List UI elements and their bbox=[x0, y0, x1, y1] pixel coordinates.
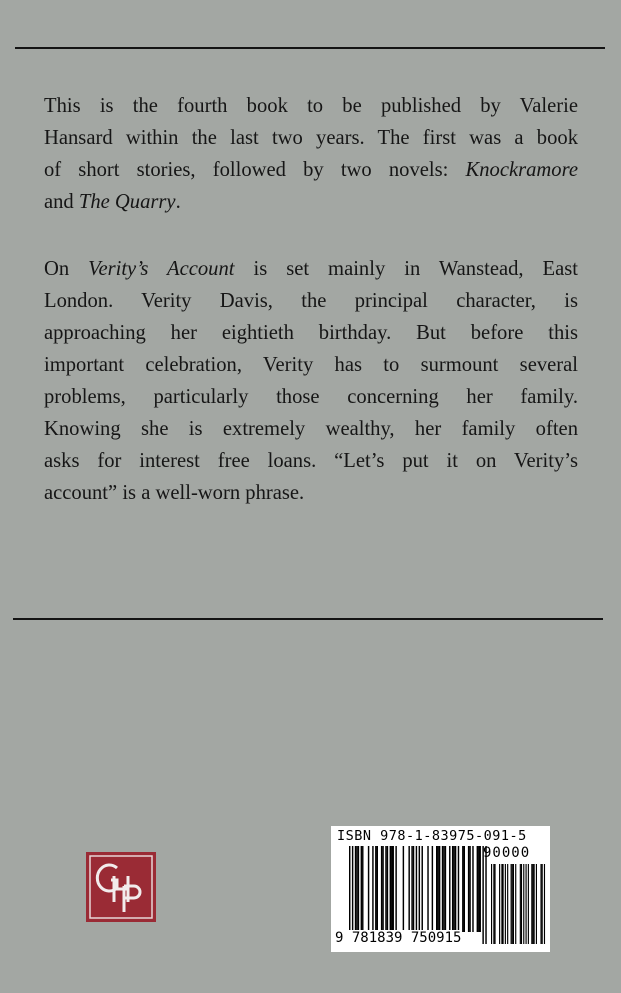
barcode-bar bbox=[462, 846, 463, 932]
barcode-bar bbox=[381, 846, 382, 932]
barcode-bar bbox=[361, 846, 362, 932]
barcode-bar bbox=[437, 846, 438, 932]
addon-bar bbox=[494, 864, 495, 944]
addon-bar bbox=[511, 864, 512, 944]
blurb-line bbox=[44, 90, 578, 122]
barcode-bar bbox=[478, 846, 479, 932]
barcode-bar bbox=[449, 846, 450, 932]
barcode-bar bbox=[356, 846, 357, 932]
barcode-bar bbox=[442, 846, 443, 932]
blurb-line bbox=[44, 477, 578, 509]
barcode-bar bbox=[413, 846, 414, 932]
barcode-bar bbox=[391, 846, 392, 932]
addon-bar bbox=[499, 864, 500, 944]
blurb-line bbox=[44, 253, 578, 285]
publisher-logo bbox=[86, 852, 156, 922]
text-segment: asks for interest free loans. “Let’s put it on Verity’s bbox=[44, 450, 578, 472]
isbn-label: ISBN 978-1-83975-091-5 bbox=[337, 828, 527, 844]
barcode-bar bbox=[452, 846, 453, 932]
barcode-bar bbox=[464, 846, 465, 932]
barcode-bar bbox=[372, 846, 373, 932]
barcode-bar bbox=[458, 846, 459, 932]
addon-bar bbox=[503, 864, 504, 944]
addon-bar bbox=[491, 864, 492, 944]
blurb-line bbox=[44, 285, 578, 317]
addon-bar bbox=[513, 864, 514, 944]
barcode-bar bbox=[443, 846, 444, 932]
text-segment: of short stories, followed by two novels: bbox=[44, 159, 466, 181]
blurb-line bbox=[44, 317, 578, 349]
publisher-logo-monogram-icon bbox=[86, 852, 156, 922]
barcode-bar bbox=[472, 846, 473, 932]
barcode-bar bbox=[408, 846, 409, 932]
addon-bar bbox=[521, 864, 522, 944]
text-segment: On bbox=[44, 258, 89, 280]
addon-number: 90000 bbox=[483, 845, 531, 861]
blurb-line bbox=[44, 349, 578, 381]
barcode-bar bbox=[439, 846, 440, 932]
blurb-line bbox=[44, 122, 578, 154]
barcode-bar bbox=[355, 846, 356, 932]
addon-bar bbox=[534, 864, 535, 944]
text-segment: This is the fourth book to be published by Valerie bbox=[44, 95, 578, 117]
barcode-bar bbox=[375, 846, 376, 932]
addon-bar bbox=[526, 864, 527, 944]
barcode-bar bbox=[436, 846, 437, 932]
barcode-bar bbox=[362, 846, 363, 932]
bottom-rule bbox=[13, 618, 603, 620]
addon-bar bbox=[532, 864, 533, 944]
text-segment: London. Verity Davis, the principal character, is bbox=[44, 290, 578, 312]
text-segment: Knowing she is extremely wealthy, her family often bbox=[44, 418, 578, 440]
barcode-bar bbox=[368, 846, 369, 932]
addon-bar bbox=[515, 864, 516, 944]
addon-bar bbox=[520, 864, 521, 944]
addon-bar bbox=[512, 864, 513, 944]
addon-bar bbox=[493, 864, 494, 944]
book-title: Knockramore bbox=[465, 159, 578, 181]
text-segment: is set mainly in Wanstead, East bbox=[234, 258, 578, 280]
blurb-line bbox=[44, 186, 578, 218]
barcode-bar bbox=[445, 846, 446, 932]
blurb-line bbox=[44, 381, 578, 413]
isbn-barcode bbox=[331, 826, 550, 952]
barcode-bar bbox=[377, 846, 378, 932]
text-segment: approaching her eightieth birthday. But before this bbox=[44, 322, 578, 344]
addon-bar bbox=[542, 864, 543, 944]
barcode-bar bbox=[480, 846, 481, 932]
addon-bar bbox=[523, 864, 524, 944]
barcode-bar bbox=[427, 846, 428, 932]
barcode-bar bbox=[477, 846, 478, 932]
addon-bar bbox=[505, 864, 506, 944]
barcode-bar bbox=[390, 846, 391, 932]
text-segment: Hansard within the last two years. The first was a book bbox=[44, 127, 578, 149]
barcode-bar bbox=[422, 846, 423, 932]
text-segment: important celebration, Verity has to surmount several bbox=[44, 354, 578, 376]
book-title: Verity’s Account bbox=[88, 258, 235, 280]
barcode-bar bbox=[382, 846, 383, 932]
text-segment: and bbox=[44, 191, 79, 213]
barcode-bar bbox=[395, 846, 396, 932]
addon-bar bbox=[501, 864, 502, 944]
addon-bar bbox=[507, 864, 508, 944]
book-title: The Quarry bbox=[78, 191, 176, 213]
blurb-paragraph-1 bbox=[44, 90, 578, 218]
barcode-bar bbox=[385, 846, 386, 932]
top-rule bbox=[15, 47, 605, 49]
barcode-bar bbox=[393, 846, 394, 932]
barcode-bar bbox=[453, 846, 454, 932]
barcode-bar bbox=[432, 846, 433, 932]
barcode-bar bbox=[403, 846, 404, 932]
addon-bar bbox=[540, 864, 541, 944]
addon-bar bbox=[528, 864, 529, 944]
addon-bar bbox=[544, 864, 545, 944]
barcode-bar bbox=[358, 846, 359, 932]
ean-number: 9 781839 750915 bbox=[335, 930, 462, 946]
text-segment: account” is a well-worn phrase. bbox=[44, 482, 305, 504]
blurb-paragraph-2 bbox=[44, 253, 578, 509]
barcode-bar bbox=[468, 846, 469, 932]
addon-bar bbox=[536, 864, 537, 944]
barcode-bar bbox=[411, 846, 412, 932]
blurb bbox=[44, 90, 578, 509]
blurb-line bbox=[44, 413, 578, 445]
text-segment: . bbox=[175, 191, 181, 213]
barcode-bar bbox=[469, 846, 470, 932]
barcode-bar bbox=[455, 846, 456, 932]
blurb-line bbox=[44, 154, 578, 186]
barcode-bar bbox=[387, 846, 388, 932]
blurb-line bbox=[44, 445, 578, 477]
addon-bar bbox=[531, 864, 532, 944]
text-segment: problems, particularly those concerning her family. bbox=[44, 386, 578, 408]
